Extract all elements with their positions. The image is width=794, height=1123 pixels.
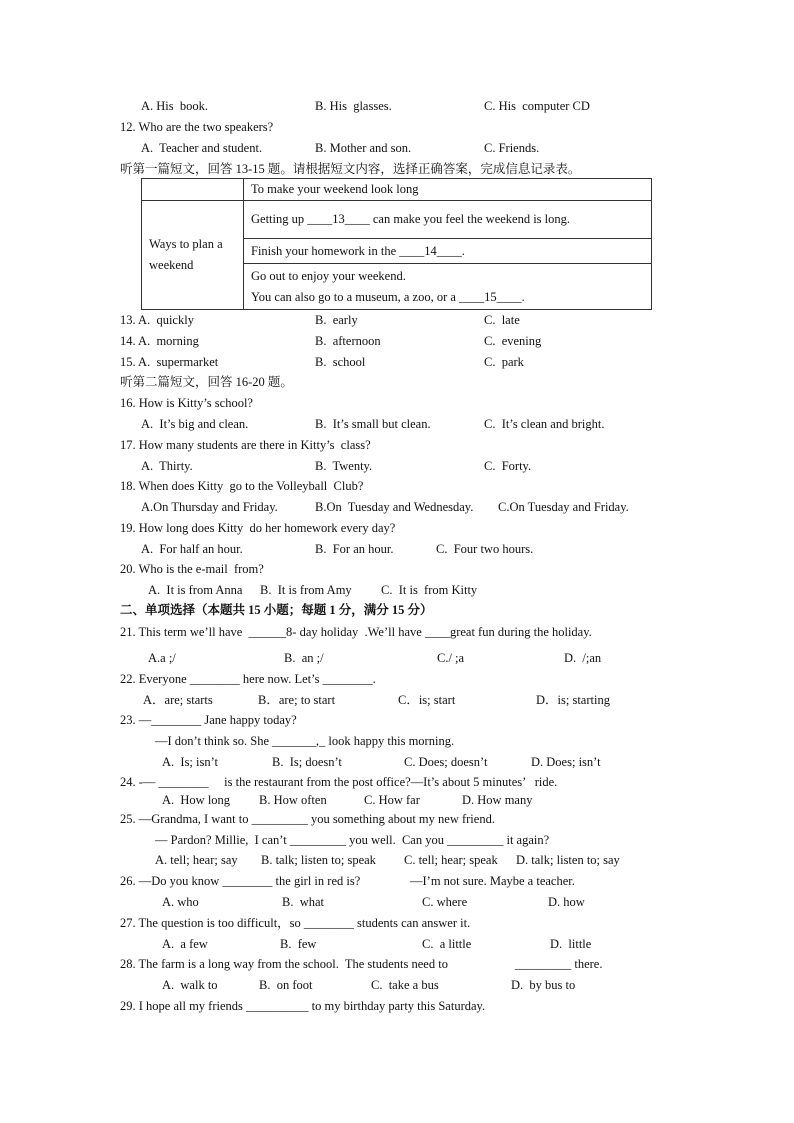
- line: C.On Tuesday and Friday.: [498, 500, 629, 514]
- line: _________ there.: [515, 957, 603, 971]
- line: C. park: [484, 355, 524, 369]
- table-blank-cell: [142, 179, 244, 201]
- line: A. Is; isn’t: [162, 755, 219, 769]
- line: B．are; to start: [258, 693, 336, 707]
- line: C. It’s clean and bright.: [484, 417, 605, 431]
- line: 20. Who is the e-mail from?: [120, 562, 264, 576]
- table-cell: [244, 264, 652, 310]
- line: B. early: [315, 313, 358, 327]
- line: B. It is from Amy: [260, 583, 352, 597]
- line: B. an ;/: [284, 651, 324, 665]
- line: B. on foot: [259, 978, 313, 992]
- line: 13. A. quickly: [120, 313, 194, 327]
- line: D. little: [550, 937, 592, 951]
- line: C. How far: [364, 793, 420, 807]
- line: B. How often: [259, 793, 327, 807]
- line: 16. How is Kitty’s school?: [120, 396, 253, 410]
- line: 17. How many students are there in Kitty’s class?: [120, 438, 371, 452]
- line: B. talk; listen to; speak: [261, 853, 376, 867]
- line: 19. How long does Kitty do her homework every day?: [120, 521, 396, 535]
- line: C./ ;a: [437, 651, 465, 665]
- line: —I don’t think so. She _______,_ look happy this morning.: [155, 734, 455, 748]
- line: B. afternoon: [315, 334, 381, 348]
- line: B. Is; doesn’t: [272, 755, 342, 769]
- line: 22. Everyone ________ here now. Let’s ________.: [120, 672, 376, 686]
- line: A. Teacher and student.: [141, 141, 263, 155]
- line: 14. A. morning: [120, 334, 199, 348]
- line: 12. Who are the two speakers?: [120, 120, 274, 134]
- table-row-label: Ways to plan a weekend: [142, 201, 244, 310]
- line: B. Mother and son.: [315, 141, 412, 155]
- line: C. Four two hours.: [436, 542, 534, 556]
- line: D. How many: [462, 793, 533, 807]
- line: D. by bus to: [511, 978, 576, 992]
- line: 28. The farm is a long way from the school. The students need to: [120, 957, 448, 971]
- line: A. It’s big and clean.: [141, 417, 249, 431]
- line: C. It is from Kitty: [381, 583, 478, 597]
- line: A. walk to: [162, 978, 218, 992]
- line: A. His book.: [141, 99, 209, 113]
- line: C. evening: [484, 334, 542, 348]
- line: 21. This term we’ll have ______8- day holiday .We’ll have ____great fun during the holiday.: [120, 625, 592, 639]
- line: 25. —Grandma, I want to _________ you something about my new friend.: [120, 812, 495, 826]
- line: — Pardon? Millie, I can’t _________ you well. Can you _________ it again?: [155, 833, 550, 847]
- line: C. Does; doesn’t: [404, 755, 488, 769]
- line: D. how: [548, 895, 585, 909]
- line: C. late: [484, 313, 520, 327]
- line: B. Twenty.: [315, 459, 373, 473]
- line: 23. —________ Jane happy today?: [120, 713, 297, 727]
- line: 26. —Do you know ________ the girl in red is?: [120, 874, 361, 888]
- line: A. Thirty.: [141, 459, 193, 473]
- line: B. His glasses.: [315, 99, 392, 113]
- table-cell-line: You can also go to a museum, a zoo, or a ____15____.: [251, 289, 525, 304]
- line: —I’m not sure. Maybe a teacher.: [410, 874, 575, 888]
- line: A. tell; hear; say: [155, 853, 238, 867]
- line: D．is; starting: [536, 693, 610, 707]
- line: D. talk; listen to; say: [516, 853, 620, 867]
- line: A.On Thursday and Friday.: [141, 500, 278, 514]
- line: A. a few: [162, 937, 208, 951]
- line: A. How long: [162, 793, 231, 807]
- line: 15. A. supermarket: [120, 355, 219, 369]
- line: B. It’s small but clean.: [315, 417, 431, 431]
- line: B. For an hour.: [315, 542, 394, 556]
- line: A. For half an hour.: [141, 542, 243, 556]
- line: C. take a bus: [371, 978, 439, 992]
- line: A. who: [162, 895, 199, 909]
- line: 24. -— ________ is the restaurant from the post office?—It’s about 5 minutes’ ride.: [120, 775, 558, 789]
- line: 27. The question is too difficult，so ________ students can answer it.: [120, 916, 471, 930]
- line: D. /;an: [564, 651, 602, 665]
- line: 29. I hope all my friends __________ to my birthday party this Saturday.: [120, 999, 486, 1013]
- line: C. Friends.: [484, 141, 540, 155]
- table-cell: Finish your homework in the ____14____.: [244, 239, 652, 264]
- line: 听第一篇短文，回答 13-15 题。请根据短文内容，选择正确答案，完成信息记录表。: [120, 162, 581, 176]
- line: C. Forty.: [484, 459, 532, 473]
- line: B. what: [282, 895, 325, 909]
- section-heading: 二、单项选择（本题共 15 小题；每题 1 分，满分 15 分）: [120, 603, 433, 617]
- line: C. tell; hear; speak: [404, 853, 498, 867]
- line: D. Does; isn’t: [531, 755, 601, 769]
- line: A. It is from Anna: [148, 583, 243, 597]
- line: C. a little: [422, 937, 472, 951]
- info-record-table: [141, 178, 652, 310]
- line: A.a ;/: [148, 651, 176, 665]
- line: A．are; starts: [143, 693, 213, 707]
- line: B.On Tuesday and Wednesday.: [315, 500, 474, 514]
- line: C．is; start: [398, 693, 456, 707]
- table-cell-line: Go out to enjoy your weekend.: [251, 268, 406, 283]
- line: B. few: [280, 937, 317, 951]
- line: C. His computer CD: [484, 99, 590, 113]
- line: B. school: [315, 355, 366, 369]
- table-cell: Getting up ____13____ can make you feel the weekend is long.: [244, 201, 652, 239]
- table-header: To make your weekend look long: [244, 179, 652, 201]
- line: 听第二篇短文，回答 16-20 题。: [120, 375, 293, 389]
- line: C. where: [422, 895, 468, 909]
- line: 18. When does Kitty go to the Volleyball Club?: [120, 479, 364, 493]
